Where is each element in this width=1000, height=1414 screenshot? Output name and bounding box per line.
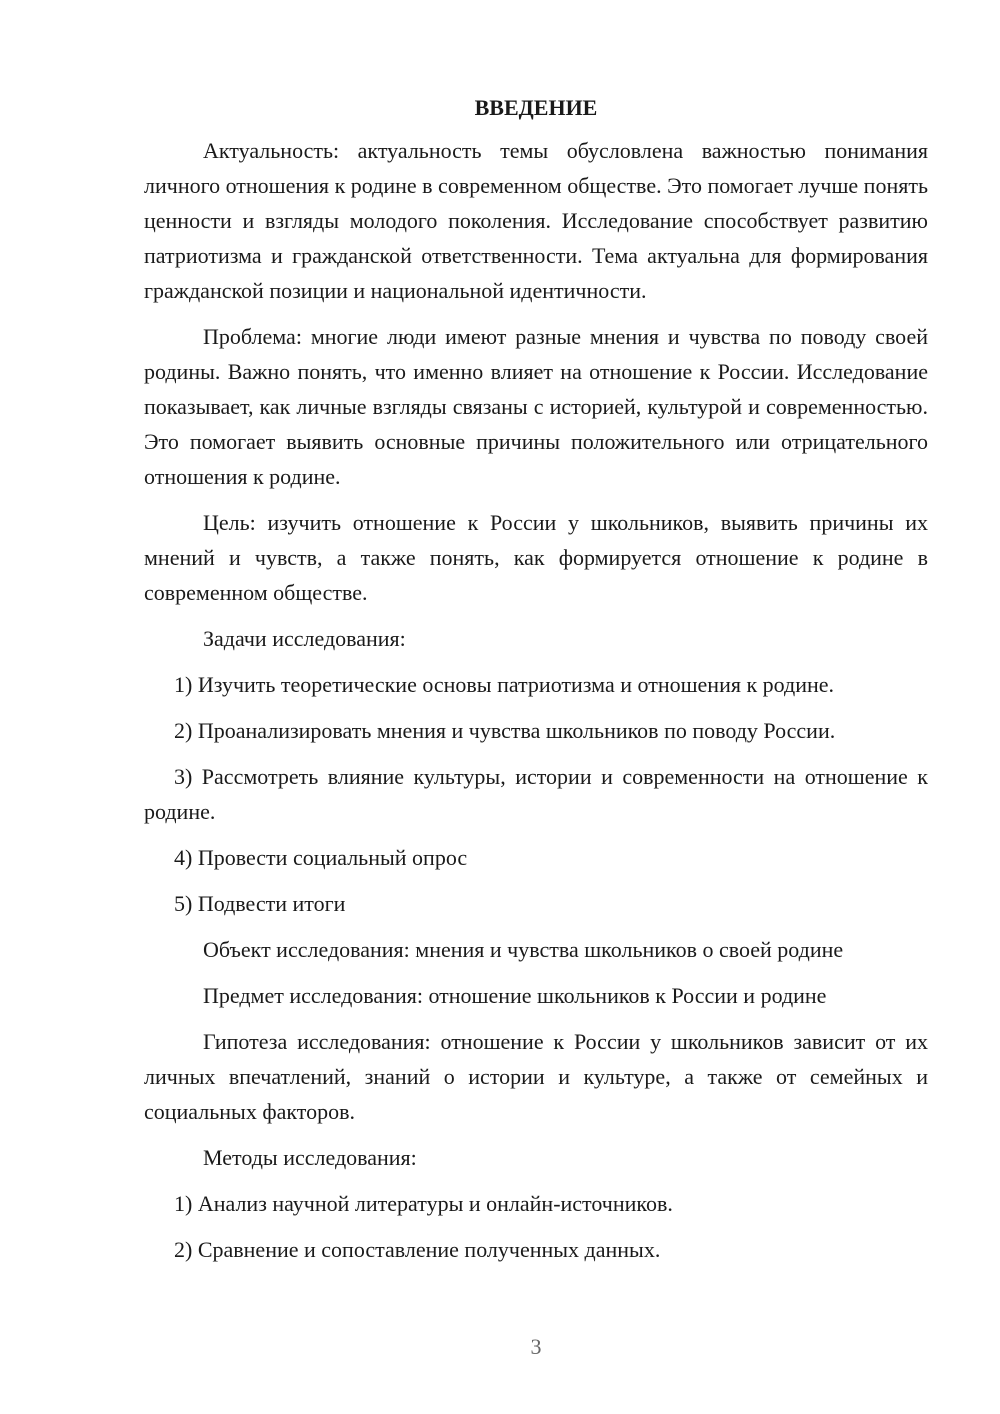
task-item-1: 1) Изучить теоретические основы патриотизма и отношения к родине. xyxy=(174,672,835,697)
page-number: 3 xyxy=(530,1334,542,1359)
tasks-heading: Задачи исследования: xyxy=(203,626,406,651)
method-item-1: 1) Анализ научной литературы и онлайн-источников. xyxy=(174,1191,673,1216)
goal-paragraph: Цель: изучить отношение к России у школьников, выявить причины их мнений и чувств, а также понять, как формируется отношение к родине в современном обществе. xyxy=(144,510,928,605)
relevance-paragraph: Актуальность: актуальность темы обусловлена важностью понимания личного отношения к родине в современном обществе. Это помогает лучше понять ценности и взгляды молодого поколения. Исследование способствует развитию патриотизма и гражданской ответственности. Тема актуальна для формирования гражданской позиции и национальной идентичности. xyxy=(144,138,928,303)
section-title: ВВЕДЕНИЕ xyxy=(474,95,598,120)
task-item-5: 5) Подвести итоги xyxy=(174,891,346,916)
task-item-3: 3) Рассмотреть влияние культуры, истории и современности на отношение к родине. xyxy=(144,764,928,824)
problem-paragraph: Проблема: многие люди имеют разные мнения и чувства по поводу своей родины. Важно понять, что именно влияет на отношение к России. Исследование показывает, как личные взгляды связаны с историей, культурой и современностью. Это помогает выявить основные причины положительного или отрицательного отношения к родине. xyxy=(144,324,928,489)
method-item-2: 2) Сравнение и сопоставление полученных данных. xyxy=(174,1237,661,1262)
research-object: Объект исследования: мнения и чувства школьников о своей родине xyxy=(203,937,844,962)
task-item-2: 2) Проанализировать мнения и чувства школьников по поводу России. xyxy=(174,718,836,743)
research-subject: Предмет исследования: отношение школьников к России и родине xyxy=(203,983,827,1008)
page-content xyxy=(144,90,928,1278)
hypothesis-paragraph: Гипотеза исследования: отношение к России у школьников зависит от их личных впечатлений, знаний о истории и культуре, а также от семейных и социальных факторов. xyxy=(144,1029,928,1124)
methods-heading: Методы исследования: xyxy=(203,1145,417,1170)
task-item-4: 4) Провести социальный опрос xyxy=(174,845,468,870)
